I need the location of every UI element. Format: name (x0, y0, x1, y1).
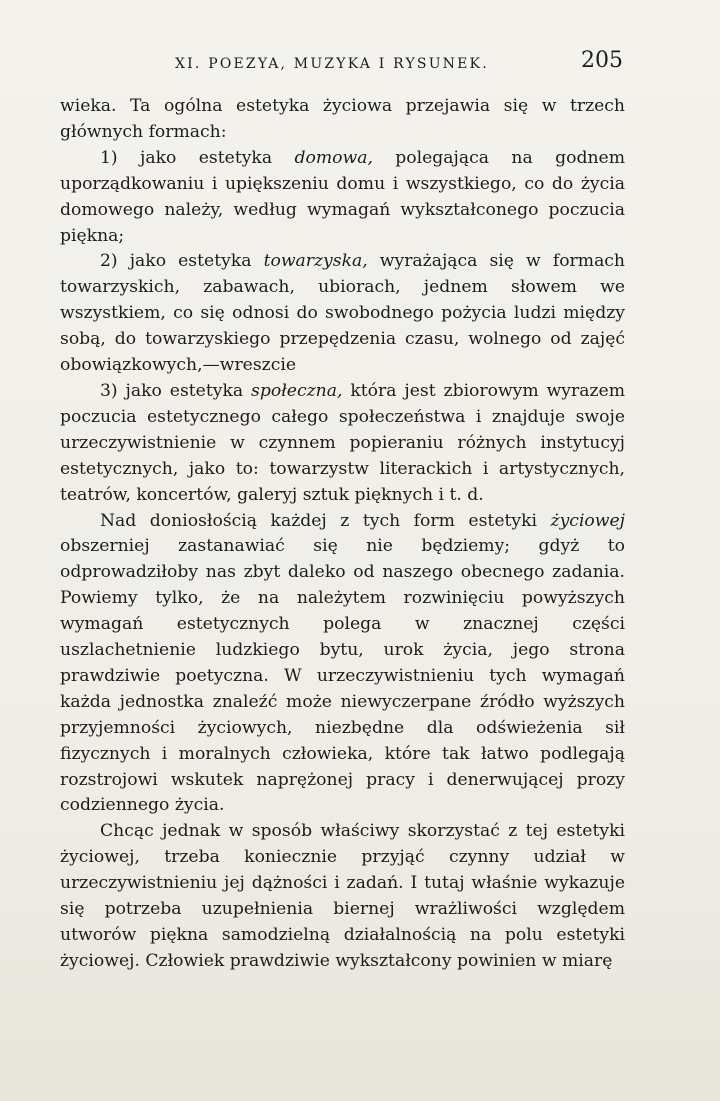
paragraph-4-rest: która jest zbiorowym wyrazem poczucia estetycznego całego społeczeństwa i znajduje swoje urzeczywistnienie w czynnem popieraniu różnych instytucyj estetycznych, jako to: towarzystw literackich i artystycznych, teatrów, koncertów, galeryj sztuk pięknych i t. d. (60, 380, 626, 505)
paragraph-5-lead: Nad doniosłością każdej z tych form estetyki (100, 510, 551, 531)
paragraph-4 (60, 379, 625, 509)
running-head: XI. POEZYA, MUZYKA I RYSUNEK. (175, 56, 489, 72)
paragraph-4-lead: 3) jako estetyka (100, 380, 252, 401)
paragraph-5-rest: obszerniej zastanawiać się nie będziemy; gdyż to odprowadziłoby nas zbyt daleko od naszego obecnego zadania. Powiemy tylko, że na należytem rozwinięciu powyższych wymagań estetycznych polega w znacznej części uszlachetnienie ludzkiego bytu, urok życia, jego strona prawdziwie poetyczna. W urzeczywistnieniu tych wymagań każda jednostka znaleźć może niewyczerpane źródło wyższych przyjemności życiowych, niezbędne dla odświeżenia sił fizycznych i moralnych człowieka, które tak łatwo podlegają rozstrojowi wskutek naprężonej pracy i denerwującej prozy codziennego życia. (60, 536, 625, 816)
paragraph-2 (60, 146, 625, 250)
paragraph-3-lead: 2) jako estetyka (100, 251, 264, 272)
paragraph-3 (60, 249, 625, 379)
page-header (60, 46, 625, 86)
body-text (60, 94, 625, 975)
paragraph-4-emphasis: społeczna, (251, 380, 343, 401)
page-number: 205 (581, 48, 623, 73)
paragraph-2-lead: 1) jako estetyka (100, 147, 295, 168)
paragraph-1 (60, 94, 625, 146)
paragraph-1-text: wieka. Ta ogólna estetyka życiowa przejawia się w trzech głównych formach: (60, 96, 625, 142)
paragraph-3-rest: wyrażająca się w formach towarzyskich, zabawach, ubiorach, jednem słowem we wszystkiem, co się odnosi do swobodnego pożycia ludzi między sobą, do towarzyskiego przepędzenia czasu, wolnego od zajęć obowiązkowych,—wreszcie (60, 251, 626, 376)
paragraph-3-emphasis: towarzyska, (263, 251, 368, 272)
paragraph-6-text: Chcąc jednak w sposób właściwy skorzystać z tej estetyki życiowej, trzeba koniecznie przyjąć czynny udział w urzeczywistnieniu jej dążności i zadań. I tutaj właśnie wykazuje się potrzeba uzupełnienia biernej wrażliwości względem utworów piękna samodzielną działalnością na polu estetyki życiowej. Człowiek prawdziwie wykształcony powinien w miarę (60, 821, 625, 971)
paragraph-2-emphasis: domowa, (294, 147, 373, 168)
paragraph-6 (60, 819, 625, 974)
paragraph-2-rest: polegająca na godnem uporządkowaniu i upiększeniu domu i wszystkiego, co do życia domowego należy, według wymagań wykształconego poczucia piękna; (60, 147, 625, 246)
paragraph-5-emphasis: życiowej (550, 510, 625, 531)
paragraph-5 (60, 509, 625, 820)
